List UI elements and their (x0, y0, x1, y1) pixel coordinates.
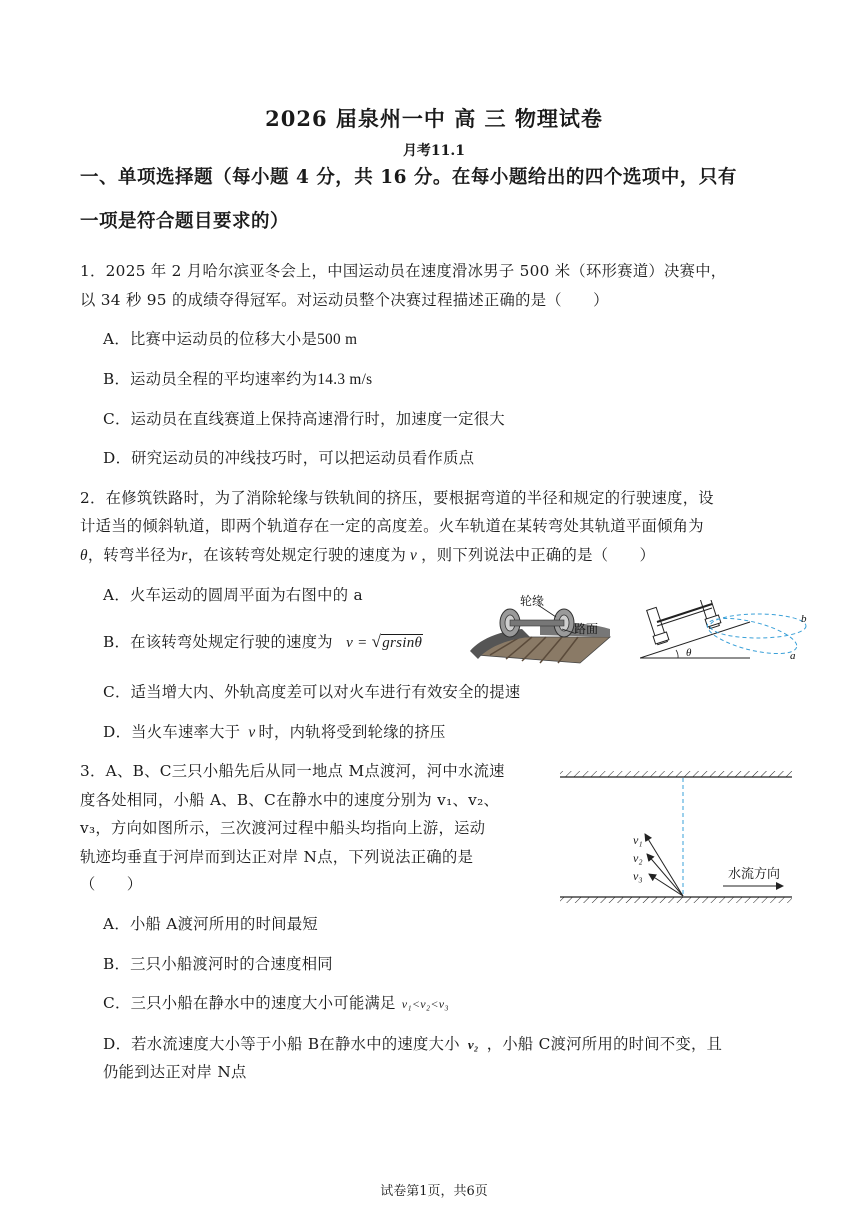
q2-stem-line3-part6: ，则下列说法中正确的是（ ） (421, 546, 656, 564)
q2-stem-line2: 计适当的倾斜轨道，即两个轨道存在一定的高度差。火车轨道在某转弯处其轨道平面倾角为 (80, 517, 704, 535)
q3-stem-line3: v₃，方向如图所示，三次渡河过程中船头均指向上游，运动 (80, 819, 486, 837)
label-v3: v₃ (633, 869, 643, 883)
q2-option-d (103, 720, 446, 742)
q3-option-c-text: C．三只小船在静水中的速度大小可能满足 (103, 994, 396, 1012)
banked-track-figure (640, 600, 815, 662)
label-wheel-rim: 轮缘 (520, 594, 545, 608)
wheel-icon (500, 609, 574, 637)
river-crossing-figure (555, 770, 800, 910)
q3-option-d-part1: D．若水流速度大小等于小船 B在静水中的速度大小 (103, 1035, 460, 1053)
far-bank (560, 771, 792, 777)
q1-option-a-value: 500 m (317, 331, 358, 348)
section-heading-line2: 一项是符合题目要求的） (80, 211, 290, 232)
q2-option-b-text: B．在该转弯处规定行驶的速度为 (103, 633, 333, 651)
q1-stem-line2: 以 34 秒 95 的成绩夺得冠军。对运动员整个决赛过程描述正确的是（ ） (80, 291, 609, 309)
label-v2: v₂ (633, 851, 643, 865)
label-a: a (790, 650, 796, 662)
q3-stem-line1: 3．A、B、C三只小船先后从同一地点 M点渡河，河中水流速 (80, 762, 505, 780)
q2-theta-symbol: θ (80, 547, 88, 564)
label-theta: θ (686, 647, 692, 659)
wheelset-icon (647, 600, 721, 645)
q2-stem-line3 (80, 543, 655, 565)
q2-stem-line3-part4: ，在该转弯处规定行驶的速度为 (187, 546, 407, 564)
near-bank (560, 897, 792, 903)
page-title: 2026 届泉州一中 高 三 物理试卷 (265, 106, 603, 131)
q2-stem-line1: 2．在修筑铁路时，为了消除轮缘与铁轨间的挤压，要根据弯道的半径和规定的行驶速度，设 (80, 489, 714, 507)
arrow-v2-icon (647, 854, 683, 896)
q1-option-b (103, 367, 372, 389)
angle-arc (676, 650, 678, 658)
q3-option-c (103, 991, 449, 1013)
arrow-v3-icon (649, 874, 683, 896)
circle-plane-b (710, 614, 806, 638)
q2-option-b (103, 630, 423, 652)
q3-option-d-v2: v₂ (467, 1037, 479, 1052)
q2-option-d-part1: D．当火车速率大于 (103, 723, 241, 741)
section-heading-line1: 一、单项选择题（每小题 4 分，共 16 分。在每小题给出的四个选项中，只有 (80, 167, 737, 188)
q2-r-symbol: r (181, 547, 188, 564)
q2-option-c: C．适当增大内、外轨高度差可以对火车进行有效安全的提速 (103, 683, 521, 701)
arrow-v1-icon (645, 834, 683, 896)
q3-option-c-value: v₁<v₂<v₃ (401, 997, 449, 1011)
q1-option-a-text: A．比赛中运动员的位移大小是 (103, 330, 318, 348)
q3-option-b: B．三只小船渡河时的合速度相同 (103, 955, 333, 973)
q1-option-d: D．研究运动员的冲线技巧时，可以把运动员看作质点 (103, 449, 475, 467)
q3-option-a: A．小船 A渡河所用的时间最短 (103, 915, 319, 933)
q1-stem-line1: 1．2025 年 2 月哈尔滨亚冬会上，中国运动员在速度滑冰男子 500 米（环形赛道）决赛中， (80, 262, 727, 280)
q2-formula (346, 632, 423, 651)
q2-option-d-part2: 时，内轨将受到轮缘的挤压 (258, 723, 446, 741)
sqrt-icon: √ (371, 632, 382, 651)
label-flow-direction: 水流方向 (728, 867, 781, 882)
q3-option-d-line2: 仍能到达正对岸 N点 (103, 1063, 247, 1081)
label-b: b (801, 613, 807, 625)
q1-option-c: C．运动员在直线赛道上保持高速滑行时，加速度一定很大 (103, 410, 505, 428)
q3-stem-line2: 度各处相同，小船 A、B、C在静水中的速度分别为 v₁、v₂、 (80, 791, 500, 809)
q3-option-d-part2: ，小船 C渡河所用的时间不变，且 (486, 1035, 723, 1053)
page-footer: 试卷第1页，共6页 (380, 1184, 488, 1199)
q2-formula-radicand: grsinθ (382, 635, 423, 651)
q1-option-a (103, 327, 357, 349)
label-road: 路面 (574, 622, 599, 636)
q1-option-b-value: 14.3 m/s (317, 371, 373, 388)
q2-v-symbol: v (410, 547, 418, 564)
q2-stem-line3-part2: ，转弯半径为 (87, 546, 182, 564)
page-subtitle: 月考11.1 (402, 143, 466, 159)
label-v1: v₁ (633, 833, 643, 847)
q2-formula-lhs: v = (346, 635, 368, 651)
q2-option-a: A．火车运动的圆周平面为右图中的 a (103, 586, 363, 604)
q3-option-d-line1 (103, 1032, 722, 1054)
q2-option-d-v: v (248, 724, 256, 741)
q1-option-b-text: B．运动员全程的平均速率约为 (103, 370, 318, 388)
q3-stem-line4: 轨迹均垂直于河岸而到达正对岸 N点，下列说法正确的是 (80, 848, 474, 866)
train-wheel-figure (470, 593, 620, 665)
q3-stem-line5: （ ） (80, 875, 143, 893)
